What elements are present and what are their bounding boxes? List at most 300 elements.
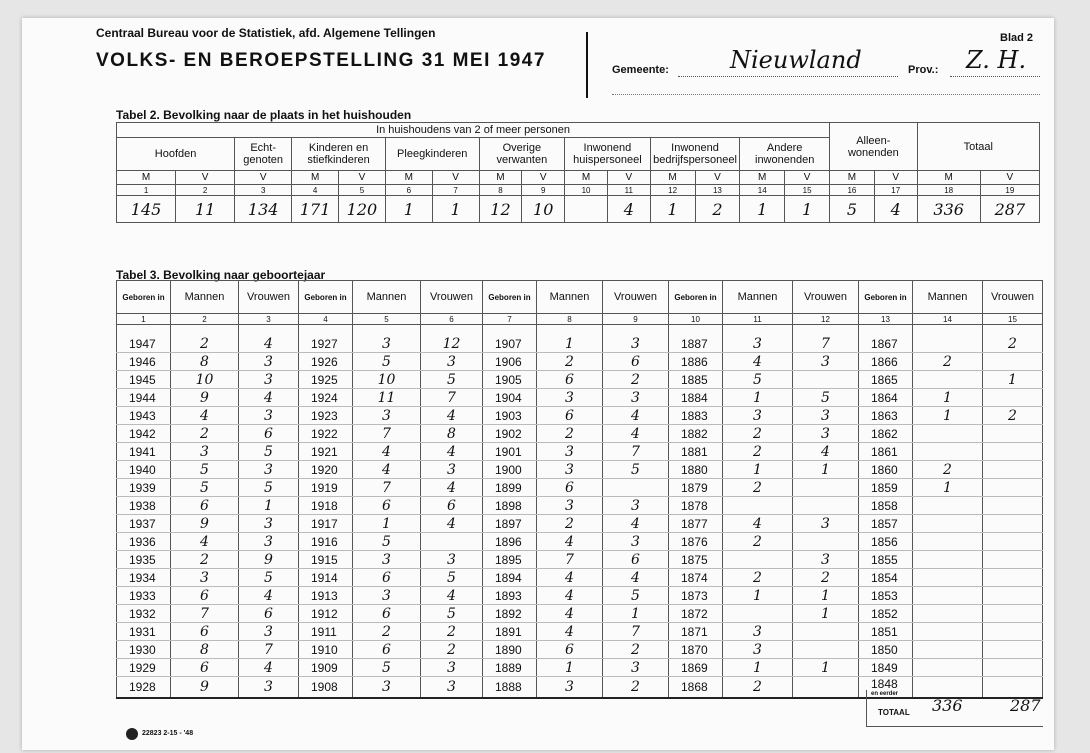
birth-year-cell: [483, 425, 537, 443]
cell-value: 5: [264, 569, 273, 586]
mannen-cell: [171, 425, 239, 443]
mannen-cell: [171, 551, 239, 569]
birth-year-cell: [669, 677, 723, 699]
cell-value: 4: [753, 353, 762, 370]
table3-number-row: [117, 314, 1043, 325]
spacer-cell: [537, 325, 603, 336]
mannen-cell: [353, 425, 421, 443]
vrouwen-cell: [983, 425, 1043, 443]
birth-year-cell: [117, 497, 171, 515]
cell-value: 6: [565, 479, 574, 496]
vrouwen-cell: [421, 623, 483, 641]
cell-value: 1930: [129, 642, 156, 657]
mannen-cell: [353, 479, 421, 497]
cell-value: 1853: [871, 588, 898, 603]
mannen-cell: [171, 389, 239, 407]
mannen-cell: [537, 533, 603, 551]
table3-birth-year: [116, 280, 1043, 699]
mannen-cell: [723, 533, 793, 551]
cell-value: 1881: [681, 444, 708, 459]
birth-year-cell: [483, 569, 537, 587]
cell-value: 3: [565, 443, 574, 460]
birth-year-cell: [669, 623, 723, 641]
cell-value: 3: [382, 551, 391, 568]
cell-value: 4: [264, 659, 273, 676]
mannen-cell: [353, 659, 421, 677]
birth-year-cell: [669, 353, 723, 371]
table2-number-cell: 5: [339, 185, 386, 196]
spacer-cell: [171, 325, 239, 336]
table2-sex-cell: V: [235, 171, 292, 185]
cell-value: 1922: [311, 426, 338, 441]
cell-value: 1899: [495, 480, 522, 495]
cell-value: 3: [631, 533, 640, 550]
cell-value: 1925: [311, 372, 338, 387]
mannen-cell: [537, 587, 603, 605]
vrouwen-cell: [603, 551, 669, 569]
cell-value: 1: [382, 515, 391, 532]
table3-row: [117, 353, 1043, 371]
cell-value: 3: [565, 389, 574, 406]
vrouwen-cell: [793, 443, 859, 461]
mannen-cell: [537, 623, 603, 641]
vrouwen-cell: [239, 425, 299, 443]
cell-value: 4: [447, 407, 456, 424]
cell-value: 4: [631, 425, 640, 442]
vrouwen-cell: [239, 407, 299, 425]
table3-col-header: Mannen: [913, 281, 983, 314]
cell-value: 3: [447, 551, 456, 568]
vrouwen-cell: [793, 659, 859, 677]
vrouwen-cell: [793, 407, 859, 425]
mannen-cell: [171, 641, 239, 659]
cell-value: 1901: [495, 444, 522, 459]
sheet-number: Blad 2: [1000, 32, 1034, 44]
table2-number-cell: 14: [740, 185, 785, 196]
birth-year-cell: [859, 353, 913, 371]
table2-value-cell: 171: [292, 196, 339, 223]
cell-value: 1: [821, 587, 830, 604]
cell-value: 2: [200, 551, 209, 568]
vrouwen-cell: [421, 659, 483, 677]
vrouwen-cell: [983, 371, 1043, 389]
vrouwen-cell: [239, 605, 299, 623]
cell-value: 2: [943, 353, 952, 370]
birth-year-cell: [299, 497, 353, 515]
vrouwen-cell: [421, 605, 483, 623]
vrouwen-cell: [603, 659, 669, 677]
gemeente-value: Nieuwland: [730, 46, 862, 74]
cell-value: 3: [264, 461, 273, 478]
birth-year-cell: [669, 461, 723, 479]
mannen-cell: [171, 479, 239, 497]
cell-value: 8: [447, 425, 456, 442]
cell-value: 1907: [495, 336, 522, 351]
mannen-cell: [723, 587, 793, 605]
cell-value: 6: [200, 659, 209, 676]
table3-col-header: Geboren in: [117, 281, 171, 314]
cell-value: 1917: [311, 516, 338, 531]
cell-value: 5: [200, 461, 209, 478]
table2-number-cell: 6: [385, 185, 432, 196]
cell-value: 1913: [311, 588, 338, 603]
birth-year-cell: [299, 569, 353, 587]
mannen-cell: [353, 641, 421, 659]
cell-value: 1: [264, 497, 273, 514]
cell-value: 1863: [871, 408, 898, 423]
cell-value: 9: [200, 679, 209, 695]
cell-value: 1943: [129, 408, 156, 423]
cell-value: 1920: [311, 462, 338, 477]
cell-value: 1849: [871, 660, 898, 675]
vrouwen-cell: [603, 389, 669, 407]
cell-value: 3: [565, 679, 574, 695]
spacer-cell: [421, 325, 483, 336]
cell-value: 2: [1008, 335, 1017, 352]
mannen-cell: [723, 677, 793, 699]
cell-value: 4: [264, 389, 273, 406]
cell-value: 3: [753, 335, 762, 352]
mannen-cell: [353, 389, 421, 407]
vrouwen-cell: [421, 443, 483, 461]
cell-value: 1889: [495, 660, 522, 675]
mannen-cell: [171, 569, 239, 587]
table3-row: [117, 515, 1043, 533]
vrouwen-cell: [421, 587, 483, 605]
table3-col-header: Geboren in: [483, 281, 537, 314]
cell-value: 2: [753, 479, 762, 496]
cell-value: 2: [200, 425, 209, 442]
vrouwen-cell: [793, 569, 859, 587]
cell-value: 4: [200, 533, 209, 550]
birth-year-cell: [483, 335, 537, 353]
vrouwen-cell: [603, 623, 669, 641]
cell-value: 3: [264, 679, 273, 695]
table2-number-cell: 7: [432, 185, 479, 196]
birth-year-cell: [483, 497, 537, 515]
birth-year-cell: [483, 371, 537, 389]
birth-year-cell: [859, 497, 913, 515]
table3-row: [117, 425, 1043, 443]
cell-value: 4: [447, 443, 456, 460]
cell-value: 1850: [871, 642, 898, 657]
vrouwen-cell: [983, 605, 1043, 623]
birth-year-cell: [669, 479, 723, 497]
mannen-cell: [913, 479, 983, 497]
table2-value-cell: 1: [785, 196, 830, 223]
vrouwen-cell: [793, 533, 859, 551]
table3-row: [117, 551, 1043, 569]
spacer-cell: [353, 325, 421, 336]
table2-value-cell: 1: [385, 196, 432, 223]
table2-value-cell: 1: [740, 196, 785, 223]
birth-year-cell: [117, 551, 171, 569]
mannen-cell: [913, 335, 983, 353]
vrouwen-cell: [603, 569, 669, 587]
mannen-cell: [353, 533, 421, 551]
birth-year-cell: [483, 443, 537, 461]
cell-value: 1882: [681, 426, 708, 441]
vrouwen-cell: [793, 335, 859, 353]
prov-label: Prov.:: [908, 64, 939, 76]
vrouwen-cell: [421, 569, 483, 587]
mannen-cell: [537, 461, 603, 479]
table2-group-row: [117, 123, 1040, 138]
table2-value-cell: 134: [235, 196, 292, 223]
mannen-cell: [537, 443, 603, 461]
cell-value: 1887: [681, 336, 708, 351]
mannen-cell: [537, 335, 603, 353]
cell-value: 5: [821, 389, 830, 406]
table2-value-cell: 145: [117, 196, 176, 223]
birth-year-cell: [859, 389, 913, 407]
mannen-cell: [171, 515, 239, 533]
table2-value-cell: 12: [479, 196, 522, 223]
table3-row: [117, 569, 1043, 587]
vrouwen-cell: [603, 587, 669, 605]
mannen-cell: [913, 515, 983, 533]
cell-value: 1: [943, 407, 952, 424]
vrouwen-cell: [983, 587, 1043, 605]
cell-value: 4: [821, 443, 830, 460]
birth-year-cell: [669, 569, 723, 587]
vrouwen-cell: [239, 659, 299, 677]
cell-value: 1905: [495, 372, 522, 387]
cell-value: 3: [264, 515, 273, 532]
vrouwen-cell: [421, 461, 483, 479]
mannen-cell: [723, 425, 793, 443]
vrouwen-cell: [983, 407, 1043, 425]
cell-value: 1894: [495, 570, 522, 585]
mannen-cell: [723, 569, 793, 587]
vrouwen-cell: [239, 587, 299, 605]
birth-year-cell: [483, 659, 537, 677]
cell-value: 2: [565, 515, 574, 532]
table2-value-cell: 1: [432, 196, 479, 223]
spacer-cell: [913, 325, 983, 336]
cell-value: 3: [200, 569, 209, 586]
birth-year-cell: [483, 623, 537, 641]
birth-year-cell: [859, 641, 913, 659]
spacer-cell: [793, 325, 859, 336]
birth-year-cell: [859, 335, 913, 353]
cell-value: 3: [447, 353, 456, 370]
mannen-cell: [537, 497, 603, 515]
cell-value: 4: [447, 479, 456, 496]
cell-value: 3: [264, 407, 273, 424]
vrouwen-cell: [421, 677, 483, 699]
vrouwen-cell: [793, 371, 859, 389]
cell-value: 5: [753, 371, 762, 388]
cell-value: 1940: [129, 462, 156, 477]
table2-sex-cell: M: [740, 171, 785, 185]
table3-number-cell: 12: [793, 314, 859, 325]
cell-value: 5: [382, 533, 391, 550]
mannen-cell: [913, 587, 983, 605]
birth-year-cell: [669, 641, 723, 659]
form-title: VOLKS- EN BEROEPSTELLING 31 MEI 1947: [96, 50, 546, 71]
birth-year-cell: [669, 533, 723, 551]
cell-value: 1945: [129, 372, 156, 387]
table2-col-header: Inwonend bedrijfspersoneel: [650, 138, 740, 171]
vrouwen-cell: [793, 497, 859, 515]
cell-value: 2: [565, 353, 574, 370]
table2-number-cell: 9: [522, 185, 565, 196]
birth-year-cell: [299, 677, 353, 699]
cell-value: 1918: [311, 498, 338, 513]
cell-value: 1931: [129, 624, 156, 639]
cell-value: 1944: [129, 390, 156, 405]
cell-value: 9: [200, 515, 209, 532]
cell-value: 1872: [681, 606, 708, 621]
birth-year-cell: [483, 605, 537, 623]
table2-totaal-header: Totaal: [917, 123, 1039, 171]
cell-value: 1916: [311, 534, 338, 549]
cell-value: 5: [447, 605, 456, 622]
cell-value: 4: [382, 461, 391, 478]
cell-value: 1914: [311, 570, 338, 585]
table2-number-cell: 8: [479, 185, 522, 196]
birth-year-cell: [483, 515, 537, 533]
birth-year-cell: [117, 677, 171, 699]
birth-year-cell: [117, 461, 171, 479]
mannen-cell: [723, 497, 793, 515]
table2-sex-cell: M: [385, 171, 432, 185]
cell-value: 7: [821, 335, 830, 352]
mannen-cell: [537, 479, 603, 497]
cell-value: 1891: [495, 624, 522, 639]
cell-value: 4: [382, 443, 391, 460]
table2-sex-row: [117, 171, 1040, 185]
cell-value: 1858: [871, 498, 898, 513]
cell-value: 1890: [495, 642, 522, 657]
table3-number-cell: 9: [603, 314, 669, 325]
cell-value: 1: [943, 479, 952, 496]
mannen-cell: [913, 371, 983, 389]
cell-value: 1912: [311, 606, 338, 621]
mannen-cell: [723, 443, 793, 461]
table3-col-header: Geboren in: [299, 281, 353, 314]
totaal-vrouwen: 287: [1010, 696, 1041, 715]
cell-value: 10: [195, 371, 214, 388]
vrouwen-cell: [793, 515, 859, 533]
vrouwen-cell: [421, 425, 483, 443]
mannen-cell: [913, 461, 983, 479]
vrouwen-cell: [421, 515, 483, 533]
cell-value: 1932: [129, 606, 156, 621]
birth-year-cell: [483, 461, 537, 479]
mannen-cell: [537, 659, 603, 677]
table2-sex-cell: M: [830, 171, 875, 185]
table3-number-cell: 11: [723, 314, 793, 325]
cell-value: 4: [447, 515, 456, 532]
spacer-cell: [239, 325, 299, 336]
birth-year-cell: [859, 569, 913, 587]
birth-year-cell: [117, 335, 171, 353]
vrouwen-cell: [983, 569, 1043, 587]
mannen-cell: [537, 677, 603, 699]
table3-number-cell: 5: [353, 314, 421, 325]
birth-year-cell: [117, 353, 171, 371]
birth-year-cell: [299, 587, 353, 605]
cell-value: 6: [565, 641, 574, 658]
cell-value: 2: [382, 623, 391, 640]
cell-value: 6: [382, 497, 391, 514]
vrouwen-cell: [421, 407, 483, 425]
table2-number-cell: 12: [650, 185, 695, 196]
table3-number-cell: 14: [913, 314, 983, 325]
cell-value: 9: [264, 551, 273, 568]
spacer-cell: [859, 325, 913, 336]
cell-value: 4: [631, 515, 640, 532]
table3-col-header: Geboren in: [859, 281, 913, 314]
table2-title: Tabel 2. Bevolking naar de plaats in het huishouden: [116, 108, 412, 122]
table3-col-header: Vrouwen: [239, 281, 299, 314]
cell-value: 2: [753, 569, 762, 586]
table2-value-cell: 10: [522, 196, 565, 223]
bureau-heading: Centraal Bureau voor de Statistiek, afd. Algemene Tellingen: [96, 26, 436, 40]
birth-year-cell: [859, 533, 913, 551]
birth-year-cell: [117, 569, 171, 587]
cell-value: 1884: [681, 390, 708, 405]
vrouwen-cell: [603, 605, 669, 623]
table2-col-header: Kinderen en stiefkinderen: [292, 138, 386, 171]
cell-value: 1897: [495, 516, 522, 531]
table3-row: [117, 371, 1043, 389]
table2-value-cell: 336: [917, 196, 980, 223]
mannen-cell: [353, 677, 421, 699]
cell-value: 1915: [311, 552, 338, 567]
header-divider: [586, 32, 588, 98]
cell-value: 1928: [129, 680, 156, 694]
cell-value: 1859: [871, 480, 898, 495]
mannen-cell: [723, 353, 793, 371]
table2-value-cell: [565, 196, 608, 223]
table2-number-cell: 13: [695, 185, 740, 196]
vrouwen-cell: [239, 371, 299, 389]
table3-row: [117, 479, 1043, 497]
mannen-cell: [537, 551, 603, 569]
spacer-cell: [117, 325, 171, 336]
vrouwen-cell: [239, 335, 299, 353]
cell-value: 5: [631, 461, 640, 478]
birth-year-cell: [483, 353, 537, 371]
cell-value: 3: [382, 679, 391, 695]
vrouwen-cell: [603, 407, 669, 425]
vrouwen-cell: [983, 533, 1043, 551]
table3-row: [117, 389, 1043, 407]
vrouwen-cell: [793, 461, 859, 479]
spacer-cell: [299, 325, 353, 336]
birth-year-cell: [669, 587, 723, 605]
birth-year-cell: [299, 443, 353, 461]
birth-year-cell: [483, 389, 537, 407]
table2-sex-cell: M: [117, 171, 176, 185]
cell-value: 5: [200, 479, 209, 496]
cell-value: 6: [631, 353, 640, 370]
cell-value: 12: [442, 335, 461, 352]
mannen-cell: [723, 335, 793, 353]
mannen-cell: [723, 551, 793, 569]
vrouwen-cell: [239, 569, 299, 587]
cell-value: 2: [200, 335, 209, 352]
spacer-cell: [723, 325, 793, 336]
birth-year-cell: [117, 389, 171, 407]
cell-value: 7: [200, 605, 209, 622]
vrouwen-cell: [603, 497, 669, 515]
birth-year-cell: [669, 407, 723, 425]
cell-value: 5: [447, 371, 456, 388]
